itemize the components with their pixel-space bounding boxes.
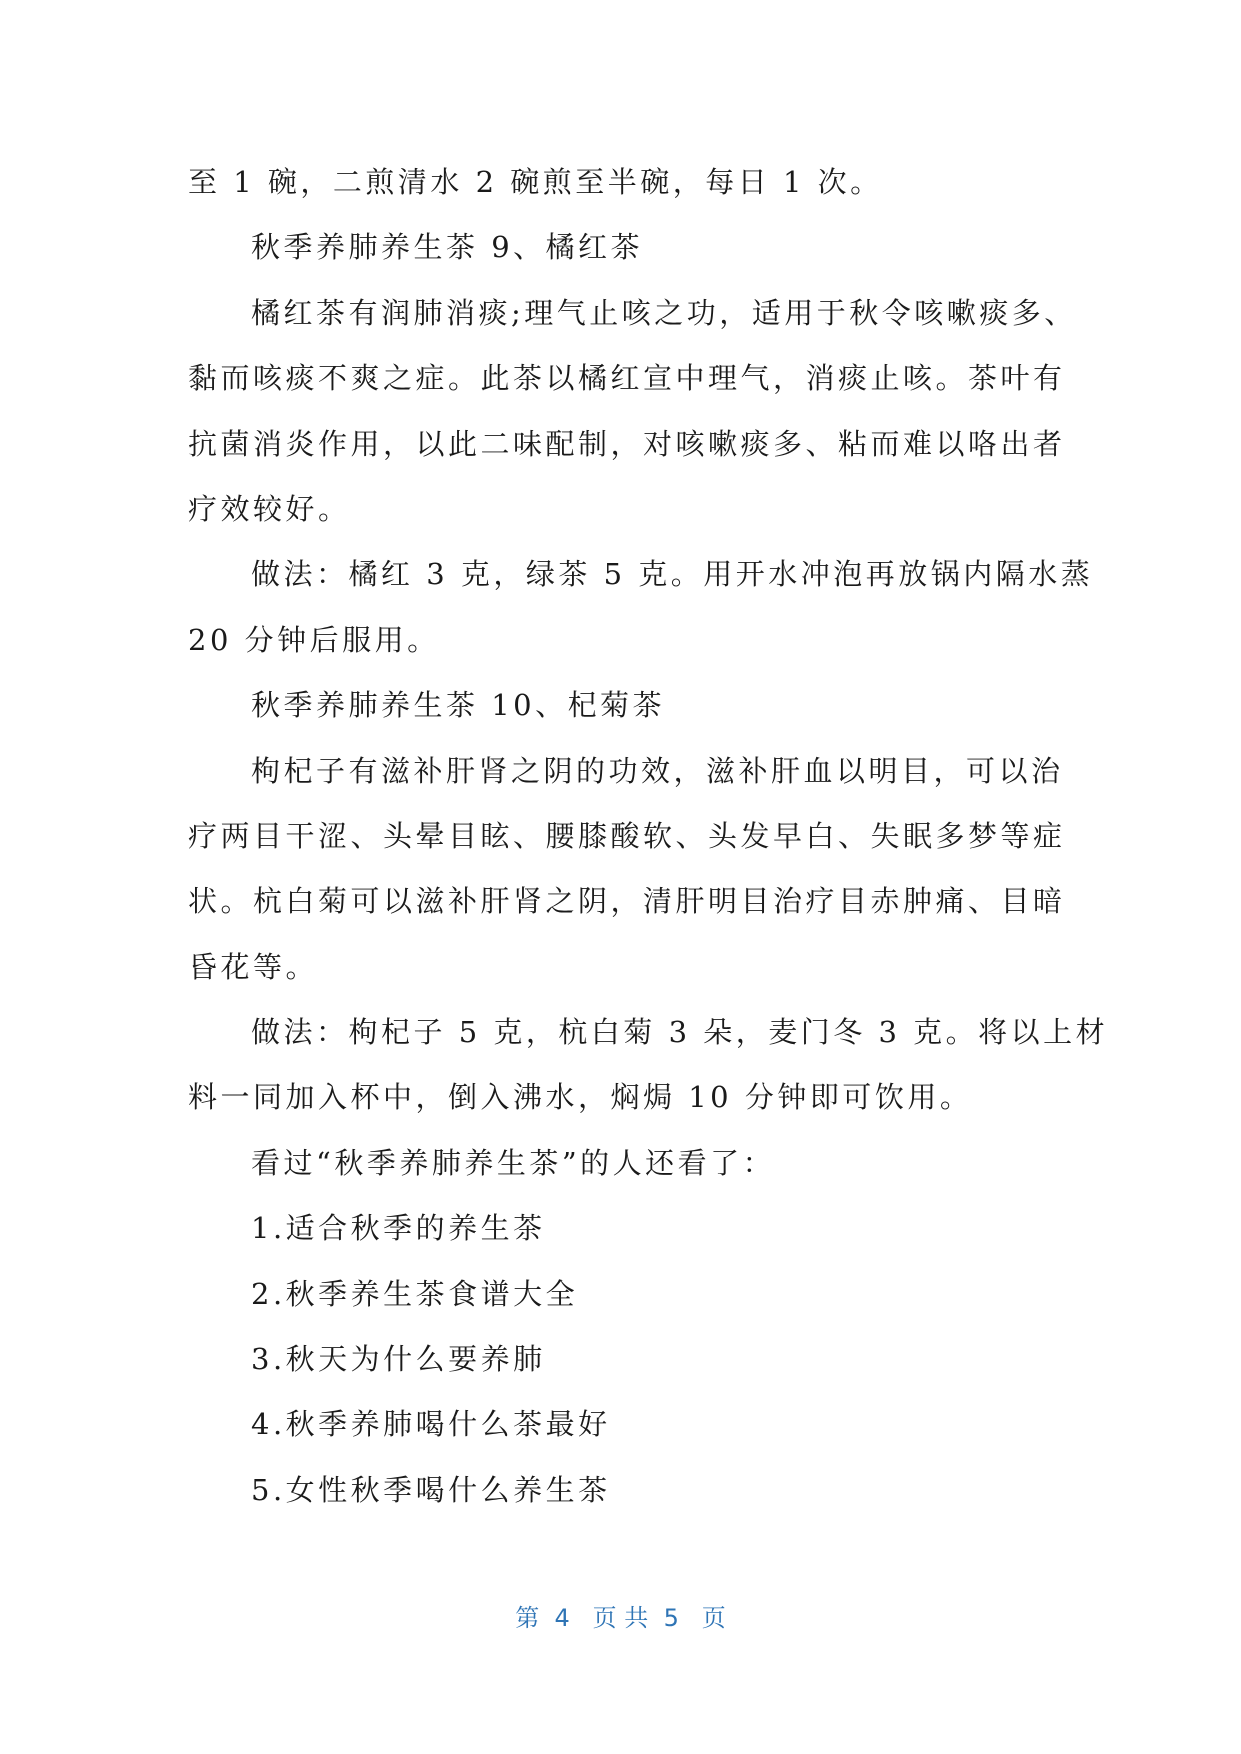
related-link[interactable]: 5.女性秋季喝什么养生茶 [251, 1472, 611, 1507]
related-link[interactable]: 2.秋季养生茶食谱大全 [251, 1276, 579, 1311]
text-line: 橘红茶有润肺消痰;理气止咳之功，适用于秋令咳嗽痰多、 [251, 295, 1077, 330]
page-number-footer: 第 4 页 共 5 页 [515, 1604, 726, 1632]
text-line: 20 分钟后服用。 [188, 622, 440, 657]
text-line: 料一同加入杯中，倒入沸水，焖焗 10 分钟即可饮用。 [188, 1080, 973, 1115]
related-link[interactable]: 3.秋天为什么要养肺 [251, 1342, 546, 1377]
section-heading: 秋季养肺养生茶 10、杞菊茶 [251, 688, 666, 723]
related-link[interactable]: 1.适合秋季的养生茶 [251, 1211, 546, 1246]
text-line: 枸杞子有滋补肝肾之阴的功效，滋补肝血以明目，可以治 [251, 753, 1064, 788]
text-line: 做法：橘红 3 克，绿茶 5 克。用开水冲泡再放锅内隔水蒸 [251, 557, 1094, 592]
text-line: 黏而咳痰不爽之症。此茶以橘红宣中理气，消痰止咳。茶叶有 [188, 361, 1066, 396]
text-line: 疗效较好。 [188, 491, 351, 526]
related-link[interactable]: 4.秋季养肺喝什么茶最好 [251, 1407, 611, 1442]
text-line: 疗两目干涩、头晕目眩、腰膝酸软、头发早白、失眠多梦等症 [188, 818, 1066, 853]
text-line: 状。杭白菊可以滋补肝肾之阴，清肝明目治疗目赤肿痛、目暗 [188, 884, 1066, 919]
document-body [188, 150, 1109, 1523]
text-line: 抗菌消炎作用，以此二味配制，对咳嗽痰多、粘而难以咯出者 [188, 426, 1066, 461]
text-line: 做法：枸杞子 5 克，杭白菊 3 朵，麦门冬 3 克。将以上材 [251, 1015, 1109, 1050]
section-heading: 秋季养肺养生茶 9、橘红茶 [251, 230, 644, 265]
text-line: 至 1 碗，二煎清水 2 碗煎至半碗，每日 1 次。 [188, 165, 883, 199]
text-line: 昏花等。 [188, 949, 319, 984]
related-heading: 看过“秋季养肺养生茶”的人还看了： [251, 1145, 776, 1180]
